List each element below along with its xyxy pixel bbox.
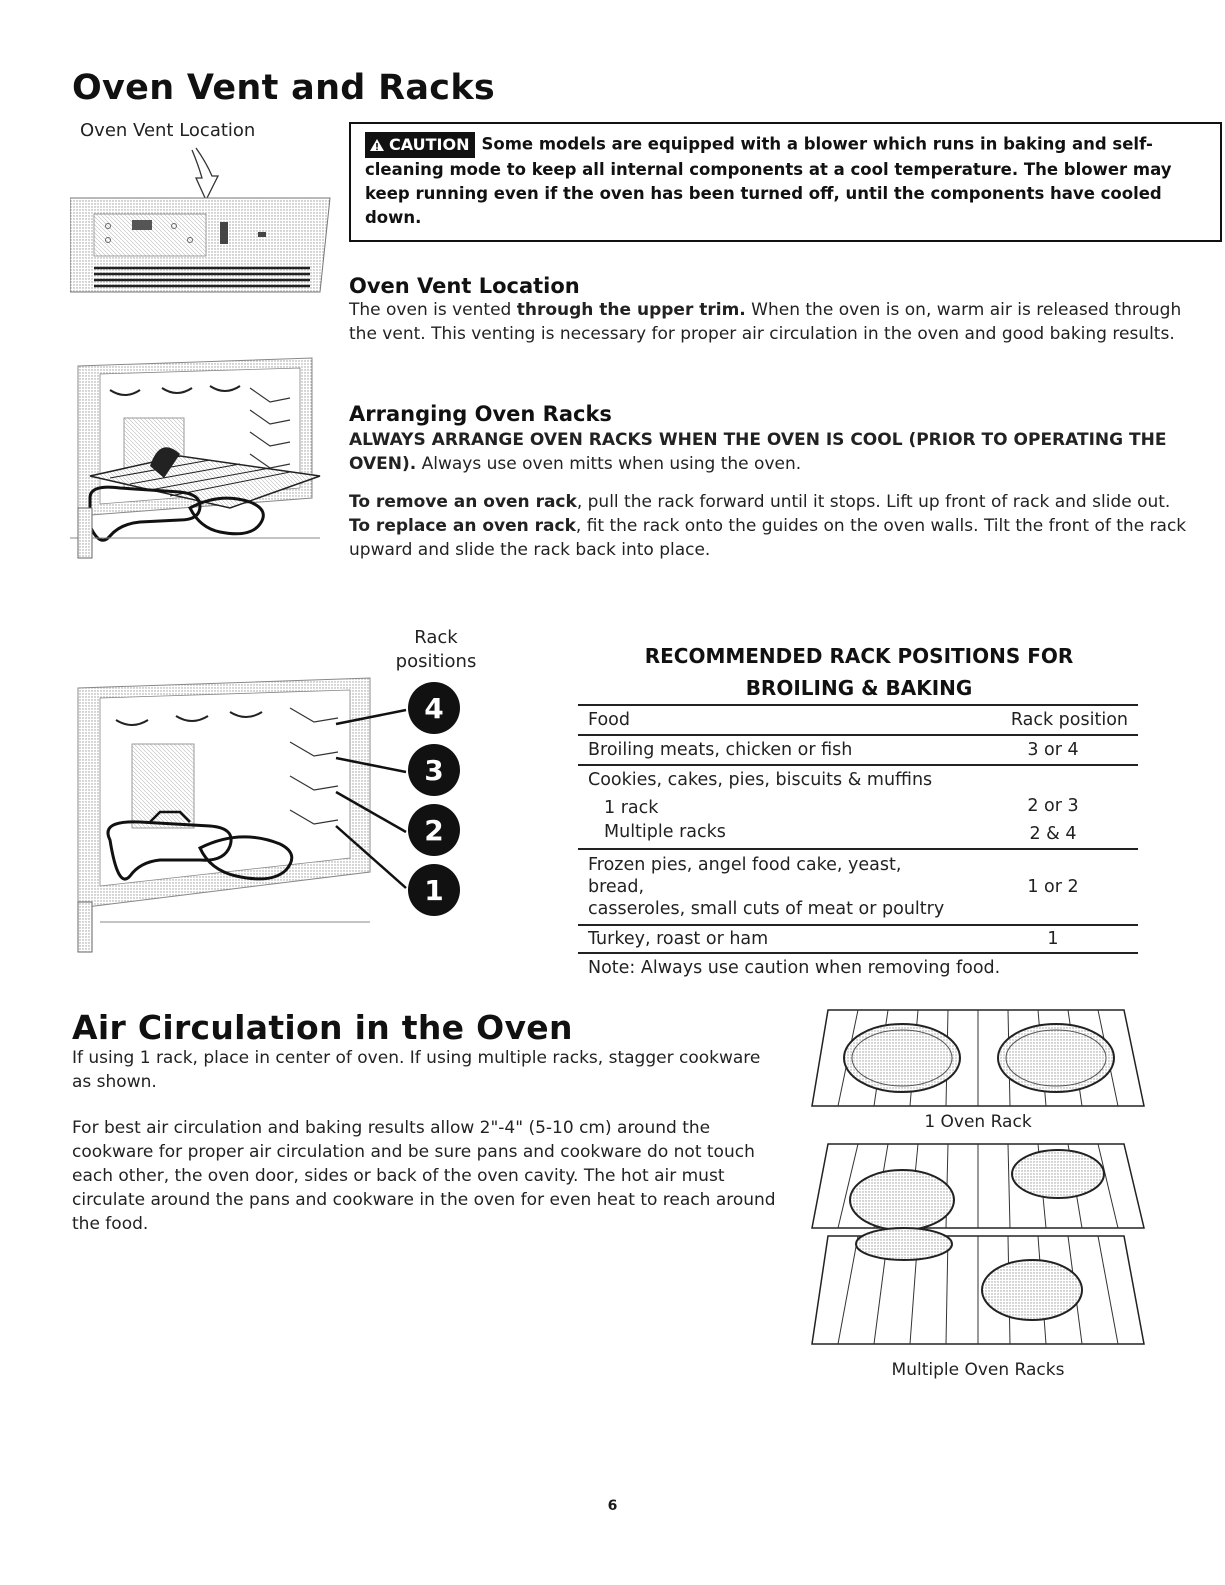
oven-vent-illustration <box>70 140 332 300</box>
vent-section <box>349 274 1199 346</box>
row-position: 2 & 4 <box>1029 824 1077 844</box>
replace-rack-instruction <box>349 514 1199 562</box>
rack-positions-table-section <box>578 640 1140 980</box>
header-food: Food <box>588 710 630 730</box>
table-row <box>578 735 1138 765</box>
row-food: Cookies, cakes, pies, biscuits & muffins <box>588 770 933 790</box>
caution-badge <box>365 132 475 158</box>
page-title: Oven Vent and Racks <box>72 68 496 108</box>
row-food: Multiple racks <box>604 822 726 842</box>
one-oven-rack-caption: 1 Oven Rack <box>924 1112 1032 1132</box>
vent-section-title: Oven Vent Location <box>349 274 580 298</box>
rack-positions-table <box>578 704 1138 954</box>
row-food <box>578 849 968 925</box>
rack-table-title-line2: BROILING & BAKING <box>745 676 973 700</box>
rack-table-note: Note: Always use caution when removing food. <box>588 958 1001 978</box>
header-rack-position: Rack position <box>1010 710 1128 730</box>
oven-rack-removal-illustration <box>70 348 332 578</box>
table-row <box>578 925 1138 953</box>
vent-text-1: The oven is vented <box>349 300 517 320</box>
row-position: 1 <box>1047 929 1059 949</box>
rack-positions-label-line2: positions <box>395 651 477 672</box>
row-position: 2 or 3 <box>1027 796 1079 816</box>
caution-badge-label: CAUTION <box>389 135 470 154</box>
row-position: 1 or 2 <box>1027 877 1079 897</box>
table-row <box>578 849 1138 925</box>
multiple-oven-racks-caption: Multiple Oven Racks <box>891 1360 1065 1380</box>
rack-positions-illustration <box>70 672 470 962</box>
vent-text-2: When the oven is on, warm air is released through the vent. This venting is necessary for proper air circulation in the oven and good baking results. <box>349 300 1182 344</box>
rack-position-3: 3 <box>424 754 444 787</box>
replace-rack-bold: To replace an oven rack <box>349 516 576 536</box>
racks-warning-rest: Always use oven mitts when using the oven. <box>416 454 802 474</box>
air-paragraph-1: If using 1 rack, place in center of oven. If using multiple racks, stagger cookware as shown. <box>72 1048 761 1092</box>
one-oven-rack-illustration <box>808 1006 1148 1110</box>
row-food-line2: casseroles, small cuts of meat or poultry <box>588 899 945 919</box>
racks-warning-bold: ALWAYS ARRANGE OVEN RACKS WHEN THE OVEN IS COOL (PRIOR TO OPERATING THE OVEN). <box>349 430 1167 474</box>
caution-box <box>349 122 1222 242</box>
warning-triangle-icon <box>369 138 385 152</box>
air-paragraph-2: For best air circulation and baking results allow 2"-4" (5-10 cm) around the cookware for proper air circulation and be sure pans and cookware do not touch each other, the oven door, sides or back of the oven cavity. The hot air must circulate around the pans and cookware in the oven for even heat to reach around the food. <box>72 1118 776 1234</box>
table-row <box>578 820 1138 849</box>
remove-rack-rest: , pull the rack forward until it stops. Lift up front of rack and slide out. <box>576 492 1171 512</box>
page-number: 6 <box>607 1498 618 1514</box>
racks-warning <box>349 428 1199 476</box>
row-food: Turkey, roast or ham <box>588 929 769 949</box>
replace-rack-rest: , fit the rack onto the guides on the oven walls. Tilt the front of the rack upward and slide the rack back into place. <box>349 516 1187 560</box>
table-row <box>578 792 1138 820</box>
rack-table-title-line1: RECOMMENDED RACK POSITIONS FOR <box>644 644 1074 668</box>
rack-position-2: 2 <box>424 814 444 847</box>
rack-positions-label <box>386 626 486 674</box>
remove-rack-bold: To remove an oven rack <box>349 492 577 512</box>
row-food-line1: Frozen pies, angel food cake, yeast, bread, <box>588 855 902 897</box>
vent-figure-label: Oven Vent Location <box>80 120 256 141</box>
caution-text: Some models are equipped with a blower which runs in baking and self-cleaning mode to keep all internal components at a cool temperature. The blower may keep running even if the oven has been turned off, until the components have cooled down. <box>365 134 1172 227</box>
rack-position-4: 4 <box>424 692 444 725</box>
air-section-title: Air Circulation in the Oven <box>72 1008 573 1047</box>
vent-section-paragraph <box>349 298 1199 346</box>
vent-text-bold: through the upper trim. <box>516 300 746 320</box>
remove-rack-instruction <box>349 490 1199 514</box>
table-row <box>578 765 1138 792</box>
row-position: 3 or 4 <box>1027 740 1079 760</box>
multiple-oven-racks-illustration <box>808 1140 1148 1350</box>
racks-section-title: Arranging Oven Racks <box>349 402 612 426</box>
row-food: Broiling meats, chicken or fish <box>588 740 853 760</box>
rack-positions-label-line1: Rack <box>414 627 458 648</box>
table-header-row <box>578 705 1138 735</box>
row-food: 1 rack <box>604 798 659 818</box>
racks-section <box>349 402 1199 562</box>
rack-table-title <box>578 640 1140 704</box>
rack-position-1: 1 <box>424 874 444 907</box>
